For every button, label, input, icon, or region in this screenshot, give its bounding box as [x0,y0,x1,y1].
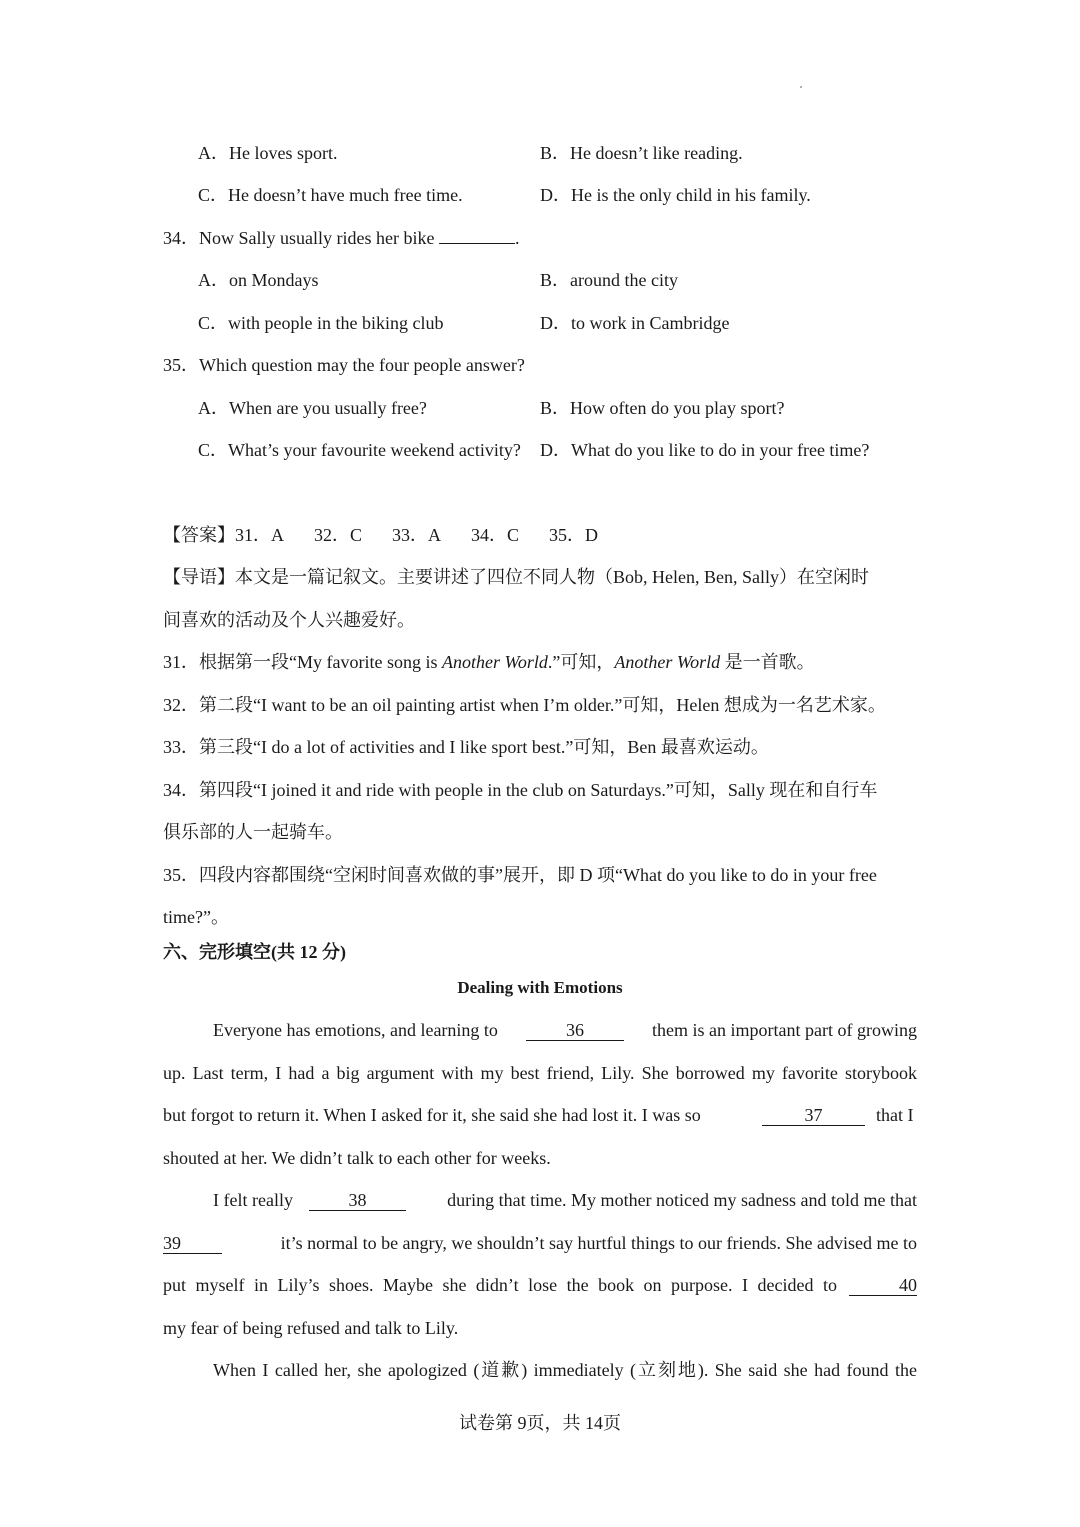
blank-36 [526,1018,624,1042]
explanation-31 [163,650,815,674]
passage-p2-line-1b: during that time. My mother noticed my sadness and told me that [447,1190,917,1210]
q34-option-a: A．on Mondays [198,270,319,290]
answer-label: 【答案】 [163,525,235,545]
q34-blank [439,243,515,244]
explanation-35-line-1: 35．四段内容都围绕“空闲时间喜欢做的事”展开，即 D 项“What do you like to do in your free [163,865,877,885]
e31-song-title-2: Another World [614,652,721,672]
q33-option-d: D．He is the only child in his family. [540,185,811,205]
blank-36-number: 36 [526,1020,624,1041]
passage-p2-line-4: my fear of being refused and talk to Lily. [163,1318,459,1338]
answer-31: 31．A [235,525,284,545]
explanation-33: 33．第三段“I do a lot of activities and I like sport best.”可知，Ben 最喜欢运动。 [163,737,769,757]
q33-option-a: A．He loves sport. [198,143,338,163]
blank-39-number: 39 [163,1233,222,1254]
section-heading: 六、完形填空(共 12 分) [163,942,346,962]
q35-option-b: B．How often do you play sport? [540,398,785,418]
passage-p1-line-1b: them is an important part of growing [652,1020,917,1040]
q34-stem-end: . [514,228,520,248]
q33-option-b: B．He doesn’t like reading. [540,143,743,163]
q35-option-c: C．What’s your favourite weekend activity? [198,440,521,460]
answer-33: 33．A [392,525,442,545]
q34-option-d: D．to work in Cambridge [540,313,730,333]
q34-option-c: C．with people in the biking club [198,313,444,333]
answer-34: 34．C [471,525,520,545]
passage-p1-line-3a: but forgot to return it. When I asked for it, she said she had lost it. I was so [163,1105,701,1125]
blank-40 [849,1273,917,1297]
scan-dot [800,86,802,88]
passage-title: Dealing with Emotions [457,978,623,997]
e31-song-title: Another World [441,652,548,672]
blank-38 [309,1188,406,1212]
q35-stem: 35．Which question may the four people answer? [163,355,525,375]
blank-37-number: 37 [762,1105,865,1126]
passage-p2-line-3: put myself in Lily’s shoes. Maybe she didn’t lose the book on purpose. I decided to [163,1275,837,1295]
q34-option-b: B．around the city [540,270,678,290]
explanation-34-line-1: 34．第四段“I joined it and ride with people in the club on Saturdays.”可知，Sally 现在和自行车 [163,780,878,800]
passage-p3-line-1: When I called her, she apologized (道歉) immediately (立刻地). She said she had found the [213,1360,917,1380]
passage-p2-line-2b: it’s normal to be angry, we shouldn’t say hurtful things to our friends. She advised me to [280,1233,917,1253]
answer-32: 32．C [314,525,363,545]
passage-p1-line-1a: Everyone has emotions, and learning to [213,1020,498,1040]
answer-key [163,523,598,547]
q35-option-d: D．What do you like to do in your free time? [540,440,870,460]
blank-38-number: 38 [309,1190,406,1211]
e31-part-c: .”可知， [547,652,615,672]
passage-p1-line-4: shouted at her. We didn’t talk to each other for weeks. [163,1148,551,1168]
q34-stem-text: 34．Now Sally usually rides her bike [163,228,435,248]
explanation-34-line-2: 俱乐部的人一起骑车。 [163,822,343,842]
q34-stem [163,226,519,250]
blank-37 [762,1103,865,1127]
passage-p2-line-1a: I felt really [213,1190,293,1210]
intro-line-2: 间喜欢的活动及个人兴趣爱好。 [163,610,415,630]
intro-line-1: 【导语】本文是一篇记叙文。主要讲述了四位不同人物（Bob, Helen, Ben, Sally）在空闲时 [163,567,869,587]
e31-part-e: 是一首歌。 [720,652,815,672]
answer-35: 35．D [549,525,599,545]
explanation-32: 32．第二段“I want to be an oil painting artist when I’m older.”可知，Helen 想成为一名艺术家。 [163,695,886,715]
page-footer: 试卷第 9页，共 14页 [459,1413,621,1433]
explanation-35-line-2: time?”。 [163,907,229,927]
q33-option-c: C．He doesn’t have much free time. [198,185,463,205]
passage-p1-line-2: up. Last term, I had a big argument with my best friend, Lily. She borrowed my favorite storybook [163,1063,917,1083]
blank-40-number: 40 [849,1275,917,1296]
q35-option-a: A．When are you usually free? [198,398,427,418]
blank-39 [163,1231,222,1255]
passage-p1-line-3b: that I [876,1105,914,1125]
e31-part-a: 31．根据第一段“My favorite song is [163,652,442,672]
